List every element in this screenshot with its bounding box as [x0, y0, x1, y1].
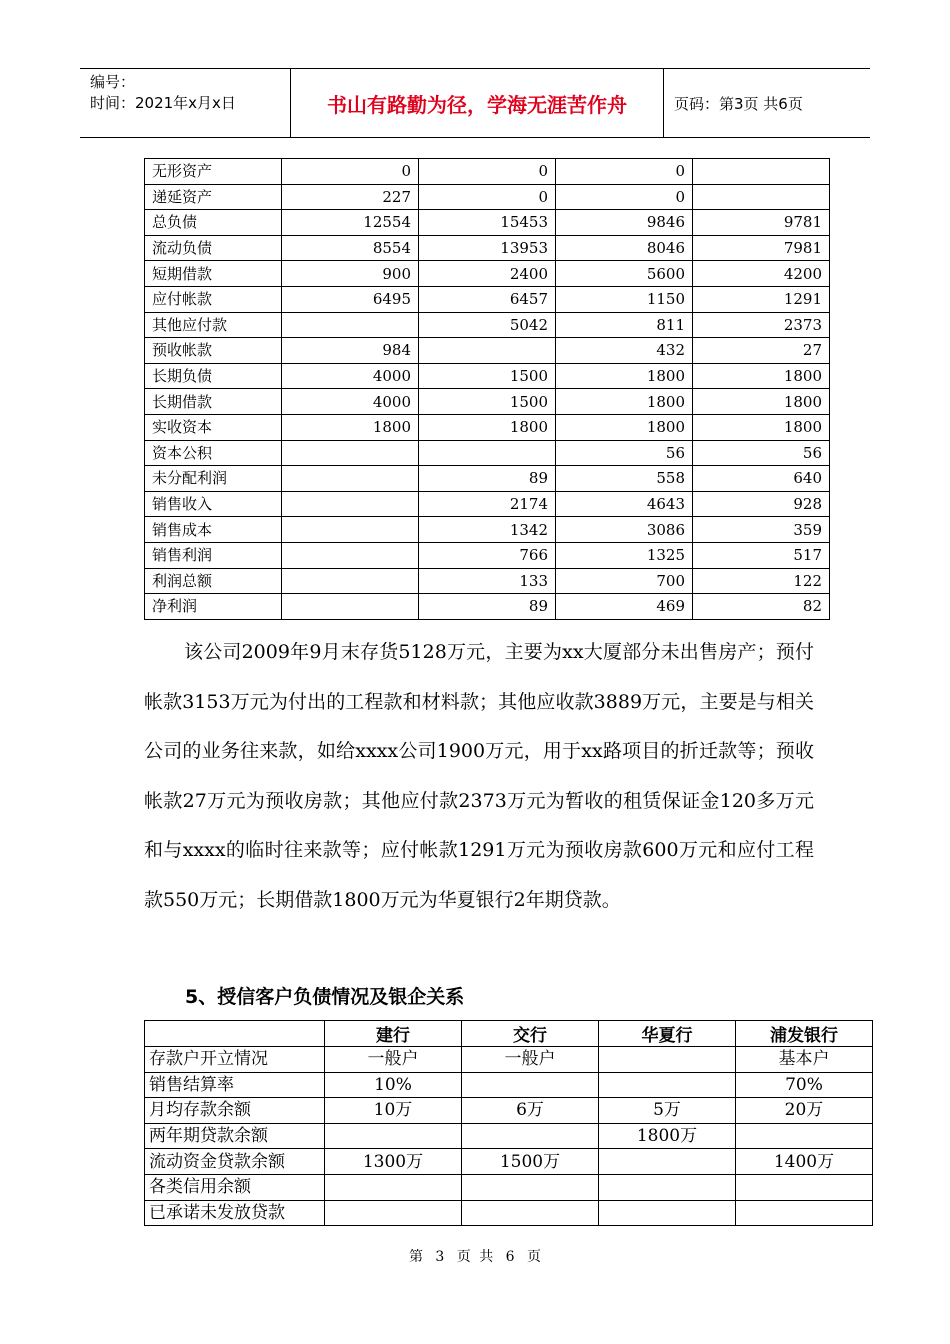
value-cell [282, 440, 419, 466]
value-cell: 56 [556, 440, 693, 466]
value-cell [693, 159, 830, 185]
value-cell: 0 [556, 184, 693, 210]
footer-middle: 页 共 [456, 1249, 494, 1265]
bank-table-header-row [145, 1021, 873, 1047]
value-cell: 1500 [419, 363, 556, 389]
value-cell: 12554 [282, 210, 419, 236]
value-cell [599, 1200, 736, 1226]
value-cell: 89 [419, 594, 556, 620]
row-label: 无形资产 [145, 159, 282, 185]
value-cell: 517 [693, 542, 830, 568]
value-cell: 984 [282, 338, 419, 364]
header-page-info: 页码：第3页 共6页 [674, 94, 803, 113]
value-cell: 8046 [556, 235, 693, 261]
value-cell: 1800 [419, 414, 556, 440]
value-cell: 56 [693, 440, 830, 466]
body-paragraph: 该公司2009年9月末存货5128万元，主要为xx大厦部分未出售房产；预付帐款3153万元为付出的工程款和材料款；其他应收款3889万元，主要是与相关公司的业务往来款，如给xxxx公司1900万元，用于xx路项目的折迁款等；预收帐款27万元为预收房款；其他应付款2373万元为暂收的租赁保证金120多万元和与xxxx的临时往来款等；应付帐款1291万元为预收房款600万元和应付工程款550万元；长期借款1800万元为华夏银行2年期贷款。 [144, 641, 814, 911]
table-row [145, 517, 830, 543]
row-label: 未分配利润 [145, 466, 282, 492]
table-row [145, 159, 830, 185]
table-row [145, 491, 830, 517]
row-label: 各类信用余额 [145, 1174, 325, 1200]
table-row [145, 312, 830, 338]
value-cell: 1800 [693, 363, 830, 389]
value-cell [282, 466, 419, 492]
value-cell: 928 [693, 491, 830, 517]
value-cell: 9846 [556, 210, 693, 236]
row-label: 资本公积 [145, 440, 282, 466]
value-cell [325, 1174, 462, 1200]
row-label: 月均存款余额 [145, 1098, 325, 1124]
table-row [145, 1200, 873, 1226]
value-cell: 89 [419, 466, 556, 492]
table-row [145, 1174, 873, 1200]
footer-suffix: 页 [527, 1249, 542, 1265]
row-label: 存款户开立情况 [145, 1047, 325, 1073]
value-cell: 2174 [419, 491, 556, 517]
value-cell: 1800万 [599, 1123, 736, 1149]
table-row [145, 594, 830, 620]
bank-relations-table [144, 1020, 873, 1226]
row-label: 流动资金贷款余额 [145, 1149, 325, 1175]
value-cell: 122 [693, 568, 830, 594]
value-cell: 359 [693, 517, 830, 543]
table-row [145, 184, 830, 210]
table-row [145, 1149, 873, 1175]
table-row [145, 568, 830, 594]
table-row [145, 466, 830, 492]
value-cell: 766 [419, 542, 556, 568]
value-cell [599, 1149, 736, 1175]
table-row [145, 363, 830, 389]
value-cell [419, 440, 556, 466]
value-cell [419, 338, 556, 364]
row-label: 长期借款 [145, 389, 282, 415]
table-row [145, 1047, 873, 1073]
value-cell [282, 491, 419, 517]
value-cell [325, 1123, 462, 1149]
row-label: 实收资本 [145, 414, 282, 440]
row-label: 预收帐款 [145, 338, 282, 364]
value-cell: 1150 [556, 286, 693, 312]
page-footer [0, 1246, 950, 1266]
value-cell: 5万 [599, 1098, 736, 1124]
row-label: 销售收入 [145, 491, 282, 517]
value-cell: 1500万 [462, 1149, 599, 1175]
table-row [145, 210, 830, 236]
value-cell: 0 [419, 159, 556, 185]
value-cell [462, 1123, 599, 1149]
value-cell: 4643 [556, 491, 693, 517]
value-cell: 1800 [282, 414, 419, 440]
row-label: 总负债 [145, 210, 282, 236]
value-cell: 227 [282, 184, 419, 210]
number-label: 编号： [90, 73, 136, 91]
value-cell: 1800 [556, 363, 693, 389]
row-label: 短期借款 [145, 261, 282, 287]
value-cell: 5042 [419, 312, 556, 338]
value-cell [325, 1200, 462, 1226]
bank-header-cell: 华夏行 [599, 1021, 736, 1047]
value-cell: 13953 [419, 235, 556, 261]
value-cell [462, 1200, 599, 1226]
value-cell [736, 1200, 873, 1226]
bank-header-cell [145, 1021, 325, 1047]
time-label: 时间：2021年x月x日 [90, 94, 236, 112]
value-cell: 1342 [419, 517, 556, 543]
value-cell: 0 [556, 159, 693, 185]
value-cell: 6万 [462, 1098, 599, 1124]
value-cell: 1800 [556, 389, 693, 415]
table-row [145, 261, 830, 287]
value-cell [282, 594, 419, 620]
value-cell: 2400 [419, 261, 556, 287]
value-cell: 4200 [693, 261, 830, 287]
footer-total-pages: 6 [505, 1249, 515, 1265]
value-cell: 1300万 [325, 1149, 462, 1175]
table-row [145, 440, 830, 466]
bank-header-cell: 建行 [325, 1021, 462, 1047]
value-cell: 1500 [419, 389, 556, 415]
header-motto: 书山有路勤为径，学海无涯苦作舟 [291, 69, 664, 137]
table-row [145, 1123, 873, 1149]
value-cell: 1325 [556, 542, 693, 568]
value-cell: 4000 [282, 363, 419, 389]
value-cell [282, 517, 419, 543]
value-cell: 811 [556, 312, 693, 338]
table-row [145, 1098, 873, 1124]
value-cell: 一般户 [325, 1047, 462, 1073]
row-label: 递延资产 [145, 184, 282, 210]
value-cell: 15453 [419, 210, 556, 236]
value-cell [282, 312, 419, 338]
value-cell: 640 [693, 466, 830, 492]
value-cell: 0 [419, 184, 556, 210]
value-cell: 基本户 [736, 1047, 873, 1073]
value-cell [599, 1072, 736, 1098]
value-cell: 一般户 [462, 1047, 599, 1073]
value-cell: 2373 [693, 312, 830, 338]
value-cell: 6457 [419, 286, 556, 312]
value-cell: 1800 [693, 389, 830, 415]
section-title: 5、授信客户负债情况及银企关系 [185, 986, 465, 1008]
value-cell [282, 568, 419, 594]
value-cell: 7981 [693, 235, 830, 261]
row-label: 销售成本 [145, 517, 282, 543]
table-row [145, 338, 830, 364]
row-label: 流动负债 [145, 235, 282, 261]
value-cell: 432 [556, 338, 693, 364]
value-cell: 6495 [282, 286, 419, 312]
value-cell: 0 [282, 159, 419, 185]
value-cell: 10% [325, 1072, 462, 1098]
value-cell: 8554 [282, 235, 419, 261]
value-cell: 20万 [736, 1098, 873, 1124]
value-cell: 1800 [556, 414, 693, 440]
value-cell [599, 1047, 736, 1073]
bank-header-cell: 交行 [462, 1021, 599, 1047]
value-cell: 1800 [693, 414, 830, 440]
row-label: 已承诺未发放贷款 [145, 1200, 325, 1226]
value-cell: 4000 [282, 389, 419, 415]
value-cell: 70% [736, 1072, 873, 1098]
table-row [145, 1072, 873, 1098]
value-cell: 5600 [556, 261, 693, 287]
value-cell [462, 1072, 599, 1098]
page-header [80, 68, 870, 138]
row-label: 销售利润 [145, 542, 282, 568]
value-cell: 469 [556, 594, 693, 620]
table-row [145, 286, 830, 312]
row-label: 销售结算率 [145, 1072, 325, 1098]
value-cell: 1400万 [736, 1149, 873, 1175]
value-cell: 558 [556, 466, 693, 492]
table-row [145, 235, 830, 261]
row-label: 其他应付款 [145, 312, 282, 338]
row-label: 长期负债 [145, 363, 282, 389]
footer-current-page: 3 [435, 1249, 445, 1265]
value-cell: 10万 [325, 1098, 462, 1124]
value-cell: 900 [282, 261, 419, 287]
table-row [145, 542, 830, 568]
value-cell [693, 184, 830, 210]
value-cell [736, 1123, 873, 1149]
table-row [145, 414, 830, 440]
value-cell: 27 [693, 338, 830, 364]
row-label: 净利润 [145, 594, 282, 620]
value-cell: 133 [419, 568, 556, 594]
row-label: 两年期贷款余额 [145, 1123, 325, 1149]
value-cell [736, 1174, 873, 1200]
row-label: 利润总额 [145, 568, 282, 594]
value-cell: 700 [556, 568, 693, 594]
value-cell [462, 1174, 599, 1200]
value-cell: 1291 [693, 286, 830, 312]
financial-table [144, 158, 830, 620]
value-cell: 3086 [556, 517, 693, 543]
header-left [80, 69, 291, 137]
value-cell [599, 1174, 736, 1200]
value-cell [282, 542, 419, 568]
table-row [145, 389, 830, 415]
value-cell: 82 [693, 594, 830, 620]
row-label: 应付帐款 [145, 286, 282, 312]
bank-header-cell: 浦发银行 [736, 1021, 873, 1047]
footer-prefix: 第 [408, 1249, 423, 1265]
value-cell: 9781 [693, 210, 830, 236]
